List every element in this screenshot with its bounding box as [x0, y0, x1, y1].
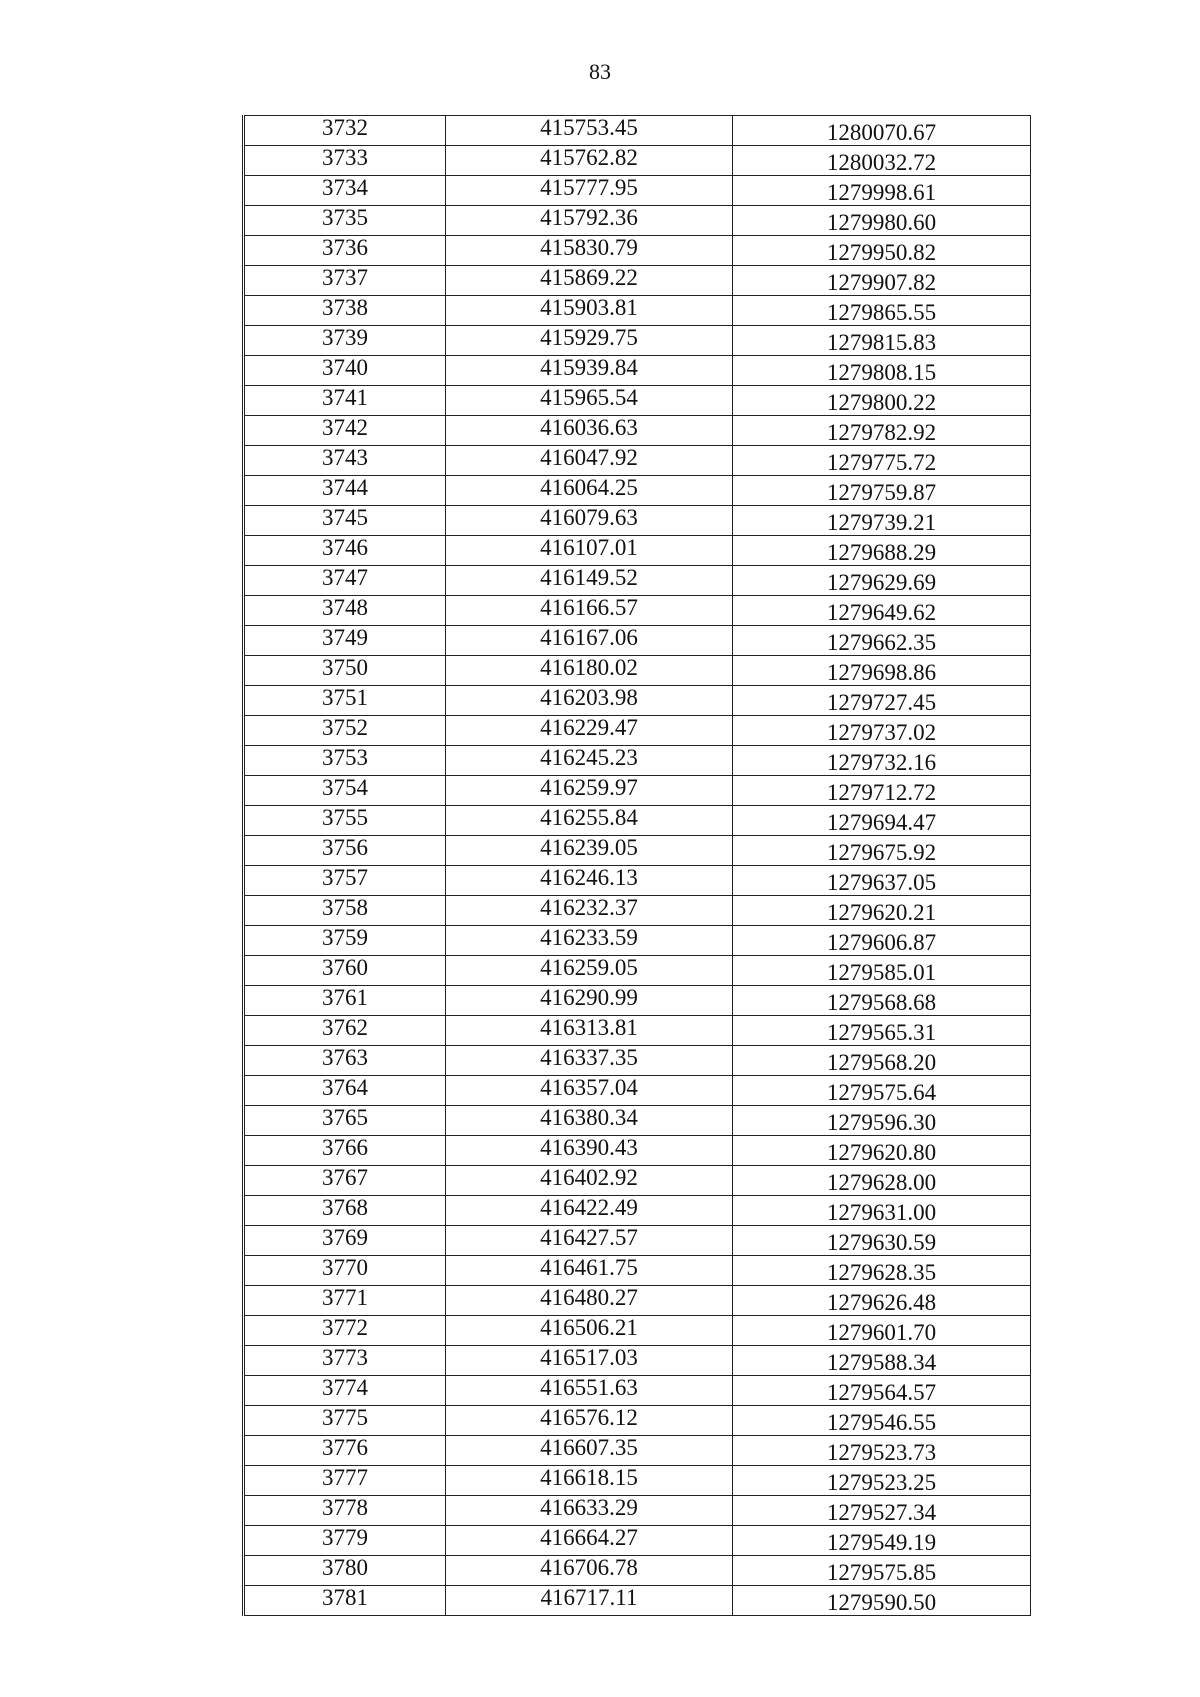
- y-coordinate-cell: 1279698.86: [733, 656, 1031, 686]
- point-number-cell: 3756: [244, 836, 446, 866]
- x-coordinate-cell: 416422.49: [446, 1196, 733, 1226]
- table-row: [244, 296, 1031, 326]
- table-row: [244, 1256, 1031, 1286]
- table-row: [244, 326, 1031, 356]
- x-coordinate-cell: 415903.81: [446, 296, 733, 326]
- point-number-cell: 3742: [244, 416, 446, 446]
- table-row: [244, 956, 1031, 986]
- y-coordinate-cell: 1279568.20: [733, 1046, 1031, 1076]
- point-number-cell: 3778: [244, 1496, 446, 1526]
- y-coordinate-cell: 1279727.45: [733, 686, 1031, 716]
- x-coordinate-cell: 415939.84: [446, 356, 733, 386]
- x-coordinate-cell: 416313.81: [446, 1016, 733, 1046]
- table-row: [244, 896, 1031, 926]
- table-row: [244, 1166, 1031, 1196]
- y-coordinate-cell: 1279712.72: [733, 776, 1031, 806]
- y-coordinate-cell: 1279628.00: [733, 1166, 1031, 1196]
- point-number-cell: 3749: [244, 626, 446, 656]
- point-number-cell: 3751: [244, 686, 446, 716]
- y-coordinate-cell: 1279865.55: [733, 296, 1031, 326]
- point-number-cell: 3736: [244, 236, 446, 266]
- point-number-cell: 3753: [244, 746, 446, 776]
- point-number-cell: 3766: [244, 1136, 446, 1166]
- y-coordinate-cell: 1279596.30: [733, 1106, 1031, 1136]
- y-coordinate-cell: 1279800.22: [733, 386, 1031, 416]
- table-row: [244, 176, 1031, 206]
- point-number-cell: 3767: [244, 1166, 446, 1196]
- point-number-cell: 3764: [244, 1076, 446, 1106]
- y-coordinate-cell: 1279575.85: [733, 1556, 1031, 1586]
- table-row: [244, 596, 1031, 626]
- point-number-cell: 3745: [244, 506, 446, 536]
- point-number-cell: 3761: [244, 986, 446, 1016]
- point-number-cell: 3759: [244, 926, 446, 956]
- y-coordinate-cell: 1279630.59: [733, 1226, 1031, 1256]
- x-coordinate-cell: 416402.92: [446, 1166, 733, 1196]
- x-coordinate-cell: 416380.34: [446, 1106, 733, 1136]
- table-row: [244, 236, 1031, 266]
- y-coordinate-cell: 1279775.72: [733, 446, 1031, 476]
- y-coordinate-cell: 1279588.34: [733, 1346, 1031, 1376]
- y-coordinate-cell: 1279527.34: [733, 1496, 1031, 1526]
- point-number-cell: 3735: [244, 206, 446, 236]
- table-row: [244, 446, 1031, 476]
- x-coordinate-cell: 416576.12: [446, 1406, 733, 1436]
- point-number-cell: 3748: [244, 596, 446, 626]
- table-row: [244, 536, 1031, 566]
- table-row: [244, 866, 1031, 896]
- table-row: [244, 686, 1031, 716]
- point-number-cell: 3732: [244, 116, 446, 146]
- point-number-cell: 3765: [244, 1106, 446, 1136]
- x-coordinate-cell: 415792.36: [446, 206, 733, 236]
- table-row: [244, 1106, 1031, 1136]
- table-row: [244, 1526, 1031, 1556]
- x-coordinate-cell: 416255.84: [446, 806, 733, 836]
- y-coordinate-cell: 1279585.01: [733, 956, 1031, 986]
- x-coordinate-cell: 416079.63: [446, 506, 733, 536]
- y-coordinate-cell: 1279568.68: [733, 986, 1031, 1016]
- table-row: [244, 1436, 1031, 1466]
- table-row: [244, 1556, 1031, 1586]
- y-coordinate-cell: 1279739.21: [733, 506, 1031, 536]
- y-coordinate-cell: 1279637.05: [733, 866, 1031, 896]
- table-row: [244, 566, 1031, 596]
- table-row: [244, 1016, 1031, 1046]
- table-row: [244, 506, 1031, 536]
- x-coordinate-cell: 415762.82: [446, 146, 733, 176]
- table-row: [244, 926, 1031, 956]
- x-coordinate-cell: 416517.03: [446, 1346, 733, 1376]
- x-coordinate-cell: 416706.78: [446, 1556, 733, 1586]
- x-coordinate-cell: 416233.59: [446, 926, 733, 956]
- table-row: [244, 386, 1031, 416]
- y-coordinate-cell: 1280070.67: [733, 116, 1031, 146]
- x-coordinate-cell: 416461.75: [446, 1256, 733, 1286]
- table-row: [244, 356, 1031, 386]
- y-coordinate-cell: 1279998.61: [733, 176, 1031, 206]
- table-row: [244, 146, 1031, 176]
- point-number-cell: 3774: [244, 1376, 446, 1406]
- x-coordinate-cell: 416607.35: [446, 1436, 733, 1466]
- point-number-cell: 3763: [244, 1046, 446, 1076]
- y-coordinate-cell: 1280032.72: [733, 146, 1031, 176]
- table-row: [244, 1586, 1031, 1616]
- x-coordinate-cell: 416203.98: [446, 686, 733, 716]
- y-coordinate-cell: 1279950.82: [733, 236, 1031, 266]
- table-row: [244, 746, 1031, 776]
- point-number-cell: 3741: [244, 386, 446, 416]
- x-coordinate-cell: 416167.06: [446, 626, 733, 656]
- point-number-cell: 3752: [244, 716, 446, 746]
- x-coordinate-cell: 416259.05: [446, 956, 733, 986]
- y-coordinate-cell: 1279759.87: [733, 476, 1031, 506]
- table-row: [244, 1466, 1031, 1496]
- point-number-cell: 3773: [244, 1346, 446, 1376]
- table-row: [244, 836, 1031, 866]
- point-number-cell: 3769: [244, 1226, 446, 1256]
- x-coordinate-cell: 416259.97: [446, 776, 733, 806]
- table-row: [244, 1136, 1031, 1166]
- table-row: [244, 1076, 1031, 1106]
- point-number-cell: 3768: [244, 1196, 446, 1226]
- x-coordinate-cell: 415753.45: [446, 116, 733, 146]
- y-coordinate-cell: 1279620.80: [733, 1136, 1031, 1166]
- table-row: [244, 416, 1031, 446]
- coordinates-table-body: [244, 116, 1031, 1616]
- point-number-cell: 3755: [244, 806, 446, 836]
- point-number-cell: 3779: [244, 1526, 446, 1556]
- y-coordinate-cell: 1279732.16: [733, 746, 1031, 776]
- y-coordinate-cell: 1279688.29: [733, 536, 1031, 566]
- x-coordinate-cell: 416618.15: [446, 1466, 733, 1496]
- x-coordinate-cell: 416149.52: [446, 566, 733, 596]
- y-coordinate-cell: 1279808.15: [733, 356, 1031, 386]
- y-coordinate-cell: 1279694.47: [733, 806, 1031, 836]
- y-coordinate-cell: 1279564.57: [733, 1376, 1031, 1406]
- table-row: [244, 1376, 1031, 1406]
- y-coordinate-cell: 1279523.25: [733, 1466, 1031, 1496]
- x-coordinate-cell: 416036.63: [446, 416, 733, 446]
- point-number-cell: 3762: [244, 1016, 446, 1046]
- y-coordinate-cell: 1279782.92: [733, 416, 1031, 446]
- table-row: [244, 716, 1031, 746]
- x-coordinate-cell: 416047.92: [446, 446, 733, 476]
- point-number-cell: 3776: [244, 1436, 446, 1466]
- table-row: [244, 266, 1031, 296]
- point-number-cell: 3734: [244, 176, 446, 206]
- point-number-cell: 3775: [244, 1406, 446, 1436]
- x-coordinate-cell: 416717.11: [446, 1586, 733, 1616]
- y-coordinate-cell: 1279565.31: [733, 1016, 1031, 1046]
- y-coordinate-cell: 1279601.70: [733, 1316, 1031, 1346]
- y-coordinate-cell: 1279737.02: [733, 716, 1031, 746]
- x-coordinate-cell: 416357.04: [446, 1076, 733, 1106]
- x-coordinate-cell: 416107.01: [446, 536, 733, 566]
- x-coordinate-cell: 416290.99: [446, 986, 733, 1016]
- point-number-cell: 3757: [244, 866, 446, 896]
- x-coordinate-cell: 416337.35: [446, 1046, 733, 1076]
- page-number: 83: [589, 59, 611, 84]
- point-number-cell: 3738: [244, 296, 446, 326]
- point-number-cell: 3771: [244, 1286, 446, 1316]
- y-coordinate-cell: 1279675.92: [733, 836, 1031, 866]
- x-coordinate-cell: 415929.75: [446, 326, 733, 356]
- y-coordinate-cell: 1279649.62: [733, 596, 1031, 626]
- x-coordinate-cell: 415777.95: [446, 176, 733, 206]
- x-coordinate-cell: 416551.63: [446, 1376, 733, 1406]
- point-number-cell: 3747: [244, 566, 446, 596]
- table-row: [244, 1316, 1031, 1346]
- point-number-cell: 3750: [244, 656, 446, 686]
- point-number-cell: 3754: [244, 776, 446, 806]
- point-number-cell: 3758: [244, 896, 446, 926]
- x-coordinate-cell: 416064.25: [446, 476, 733, 506]
- x-coordinate-cell: 416245.23: [446, 746, 733, 776]
- y-coordinate-cell: 1279662.35: [733, 626, 1031, 656]
- point-number-cell: 3772: [244, 1316, 446, 1346]
- point-number-cell: 3746: [244, 536, 446, 566]
- table-row: [244, 1046, 1031, 1076]
- x-coordinate-cell: 416232.37: [446, 896, 733, 926]
- point-number-cell: 3770: [244, 1256, 446, 1286]
- y-coordinate-cell: 1279980.60: [733, 206, 1031, 236]
- point-number-cell: 3744: [244, 476, 446, 506]
- table-row: [244, 656, 1031, 686]
- coordinates-table: [242, 115, 1031, 1616]
- y-coordinate-cell: 1279523.73: [733, 1436, 1031, 1466]
- y-coordinate-cell: 1279629.69: [733, 566, 1031, 596]
- x-coordinate-cell: 416239.05: [446, 836, 733, 866]
- table-row: [244, 1346, 1031, 1376]
- y-coordinate-cell: 1279815.83: [733, 326, 1031, 356]
- x-coordinate-cell: 416664.27: [446, 1526, 733, 1556]
- y-coordinate-cell: 1279549.19: [733, 1526, 1031, 1556]
- x-coordinate-cell: 416229.47: [446, 716, 733, 746]
- table-row: [244, 806, 1031, 836]
- x-coordinate-cell: 415965.54: [446, 386, 733, 416]
- table-row: [244, 1406, 1031, 1436]
- y-coordinate-cell: 1279628.35: [733, 1256, 1031, 1286]
- point-number-cell: 3781: [244, 1586, 446, 1616]
- y-coordinate-cell: 1279620.21: [733, 896, 1031, 926]
- point-number-cell: 3737: [244, 266, 446, 296]
- table-row: [244, 986, 1031, 1016]
- point-number-cell: 3739: [244, 326, 446, 356]
- y-coordinate-cell: 1279590.50: [733, 1586, 1031, 1616]
- x-coordinate-cell: 416180.02: [446, 656, 733, 686]
- x-coordinate-cell: 415869.22: [446, 266, 733, 296]
- x-coordinate-cell: 416390.43: [446, 1136, 733, 1166]
- y-coordinate-cell: 1279631.00: [733, 1196, 1031, 1226]
- point-number-cell: 3733: [244, 146, 446, 176]
- y-coordinate-cell: 1279606.87: [733, 926, 1031, 956]
- point-number-cell: 3743: [244, 446, 446, 476]
- y-coordinate-cell: 1279907.82: [733, 266, 1031, 296]
- table-row: [244, 1196, 1031, 1226]
- x-coordinate-cell: 416246.13: [446, 866, 733, 896]
- y-coordinate-cell: 1279626.48: [733, 1286, 1031, 1316]
- x-coordinate-cell: 415830.79: [446, 236, 733, 266]
- x-coordinate-cell: 416427.57: [446, 1226, 733, 1256]
- y-coordinate-cell: 1279546.55: [733, 1406, 1031, 1436]
- x-coordinate-cell: 416506.21: [446, 1316, 733, 1346]
- table-row: [244, 206, 1031, 236]
- table-row: [244, 116, 1031, 146]
- table-row: [244, 626, 1031, 656]
- table-row: [244, 476, 1031, 506]
- point-number-cell: 3740: [244, 356, 446, 386]
- point-number-cell: 3777: [244, 1466, 446, 1496]
- table-row: [244, 1226, 1031, 1256]
- point-number-cell: 3760: [244, 956, 446, 986]
- y-coordinate-cell: 1279575.64: [733, 1076, 1031, 1106]
- table-row: [244, 1286, 1031, 1316]
- x-coordinate-cell: 416166.57: [446, 596, 733, 626]
- x-coordinate-cell: 416480.27: [446, 1286, 733, 1316]
- x-coordinate-cell: 416633.29: [446, 1496, 733, 1526]
- table-row: [244, 1496, 1031, 1526]
- table-row: [244, 776, 1031, 806]
- point-number-cell: 3780: [244, 1556, 446, 1586]
